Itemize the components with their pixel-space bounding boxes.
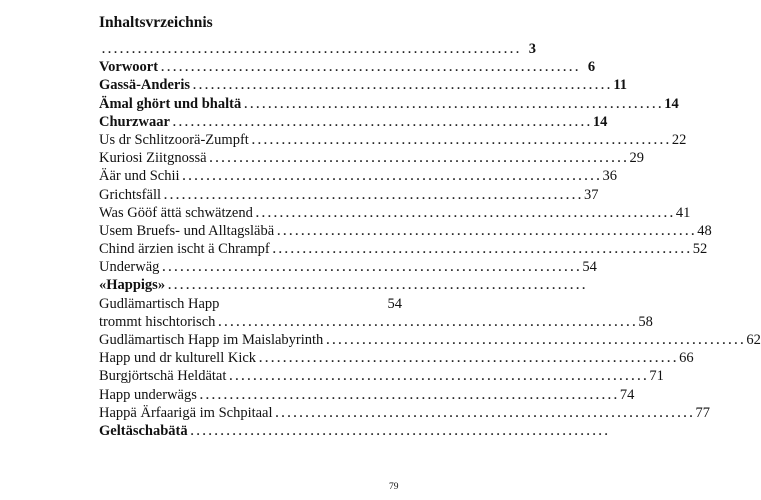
toc-entry-page: 41 [675,204,691,221]
toc-entry [99,349,694,367]
dot-leader [102,40,519,58]
toc-entry-title: Happ underwägs [99,386,197,403]
toc-entry-page: 22 [671,131,687,148]
toc-entry-page: 14 [592,113,608,130]
toc-entry-title: Äär und Schii [99,168,180,185]
toc-entry [99,367,664,385]
dot-leader [161,58,578,76]
toc-entry [99,276,402,294]
toc-entry [99,186,599,204]
toc-entry-title: «Happigs» [99,277,166,294]
toc-entry-page: 74 [619,386,635,403]
dot-leader [259,349,676,367]
toc-entry [99,131,687,149]
toc-entry [99,295,402,313]
toc-entry-title: Usem Bruefs- und Alltagsläbä [99,222,275,239]
toc-entry-title: Happä Ärfaarigä im Schpitaal [99,404,273,421]
toc-entry [99,76,628,94]
toc-entry [99,258,597,276]
toc-entry-page: 11 [613,77,628,94]
toc-entry-page: 71 [649,368,664,385]
toc-entry-page: 62 [746,332,761,348]
toc-entry-title: Gudlämartisch Happ im Maislabyrinth [99,332,324,348]
toc-entry [99,95,679,113]
dot-leader [244,95,661,113]
toc-entry-page: 3 [528,41,536,57]
dot-leader [256,204,673,222]
toc-entry [99,313,653,331]
dot-leader [193,76,610,94]
toc-entry-page: 54 [582,259,597,276]
toc-entry-page: 6 [587,59,596,76]
toc-entry-title: Burgjörtschä Heldätat [99,368,227,385]
page-number: 79 [389,482,399,492]
toc-entry-title: Ämal ghört und bhaltä [99,95,242,112]
toc-entry-title: Grichtsfäll [99,186,162,203]
toc-entry-page: 52 [692,241,708,258]
toc-entry [99,149,645,167]
dot-leader [168,276,585,294]
toc-entry-page: 54 [387,295,402,312]
dot-leader [200,386,617,404]
dot-leader [229,367,646,385]
toc-entry-page: 58 [638,313,653,330]
table-of-contents [99,40,761,440]
dot-leader [326,331,743,349]
dot-leader [273,240,690,258]
toc-entry [99,204,691,222]
toc-entry [99,113,608,131]
toc-entry-title: Churzwaar [99,113,170,130]
toc-entry-title: Gudlämartisch Happ [99,295,220,312]
toc-entry-page: 36 [602,168,618,185]
toc-entry-title: Kuriosi Ziitgnossä [99,150,207,167]
toc-entry [99,331,761,349]
dot-leader [191,422,608,440]
dot-leader [277,222,694,240]
dot-leader [173,113,590,131]
dot-leader [183,167,600,185]
toc-entry-page: 77 [695,404,711,421]
toc-entry-page: 66 [679,350,694,367]
dot-leader [276,404,693,422]
toc-entry-page: 29 [629,150,645,167]
dot-leader [252,131,669,149]
toc-entry [99,167,618,185]
toc-entry [99,58,596,76]
toc-entry [99,386,635,404]
toc-entry-title: Underwäg [99,259,160,276]
toc-entry [99,222,712,240]
toc-entry-title: Happ und dr kulturell Kick [99,350,257,367]
toc-entry-page: 48 [697,222,712,239]
toc-entry-title: Chind ärzien ischt ä Chrampf [99,241,270,258]
toc-entry [99,404,711,422]
toc-entry-title: trommt hischtorisch [99,313,216,330]
toc-entry-title: Vorwoort [99,59,159,76]
toc-entry-title: Geltäschabätä [99,422,188,439]
dot-leader [210,149,627,167]
toc-entry [99,422,402,440]
toc-entry-page: 37 [584,186,599,203]
toc-entry [99,240,708,258]
toc-entry-page: 14 [664,95,679,112]
toc-entry-title: Us dr Schlitzoorä-Zumpft [99,131,249,148]
dot-leader [162,258,579,276]
toc-entry-title: Gassä-Anderis [99,77,191,94]
toc-entry-title: Was Gööf ättä schwätzend [99,204,253,221]
toc-entry [99,40,536,58]
dot-leader [164,186,581,204]
toc-heading: Inhaltsvrzeichnis [99,14,213,31]
dot-leader [218,313,635,331]
